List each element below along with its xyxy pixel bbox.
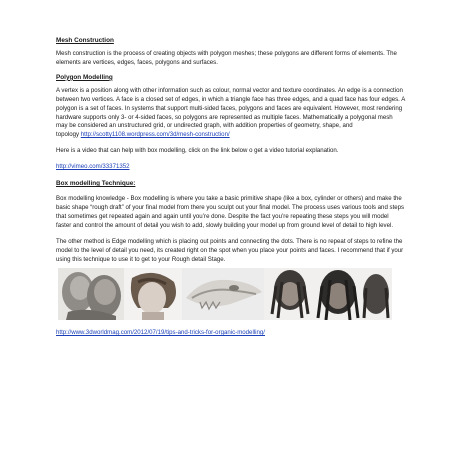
- creature-skull-image: [182, 268, 264, 320]
- box-modelling-paragraph: Box modelling knowledge - Box modelling is where you take a basic primitive shape (like a box, cylinder or others) and make the basic shape “rough draft” of your final model from there you sculpt out your final model. The process uses various tools and steps that sometimes get repeated again and again until you’re done. Despite the fact you’re repeating these steps you will model faster and control the amount of detail you wish to add, slowly building your model up from ground level of detail to high level.: [56, 195, 405, 229]
- mesh-construction-heading: Mesh Construction: [56, 37, 114, 44]
- video-intro-paragraph: Here is a video that can help with box modelling, click on the link below o get a video tutorial explanation.: [56, 147, 339, 155]
- mesh-construction-paragraph: Mesh construction is the process of creating objects with polygon meshes; these polygons are different forms of elements. The elements are vertices, edges, faces, polygons and surfaces.: [56, 50, 397, 66]
- polygon-modelling-text: A vertex is a position along with other information such as colour, normal vector and texture coordinates. An edge is a connection between two vertices. A face is a closed set of edges, in which a triangle face has three edges, and a quad face has four edges. A polygon is a set of faces. In systems that support multi-sided faces, polygons and faces are equivalent. However, most rendering hardware supports only 3- or 4-sided faces, so polygons are represented as multiple faces. Mathematically a polygonal mesh may be considered an unstructured grid, or undirected graph, with addition properties of geometry, shape, and: [56, 86, 405, 130]
- hair-model-image: [124, 268, 182, 320]
- sculpted-heads-image: [58, 268, 124, 320]
- edge-modelling-paragraph: The other method is Edge modelling which is placing out points and connecting the dots. There is no repeat of steps to refine the model to the level of detail you need, its created right on the spot when you place your points and faces. I recommend that if your using this technique to use it to get to your Rough detail Stage.: [56, 237, 404, 263]
- polygon-modelling-paragraph: [56, 87, 405, 140]
- mesh-construction-link[interactable]: http://scotty1108.wordpress.com/3d/mesh-construction/: [80, 131, 230, 139]
- vimeo-link[interactable]: http://vimeo.com/33371352: [56, 163, 130, 171]
- box-modelling-heading: Box modelling Technique:: [56, 180, 136, 188]
- polygon-modelling-heading: Polygon Modelling: [56, 73, 113, 81]
- character-dreadlocks-image: [264, 268, 392, 320]
- modelling-images-strip: [58, 268, 392, 320]
- polygon-tail-prefix: topology: [56, 131, 81, 139]
- organic-modelling-link[interactable]: http://www.3dworldmag.com/2012/07/19/tips-and-tricks-for-organic-modelling/: [56, 329, 265, 337]
